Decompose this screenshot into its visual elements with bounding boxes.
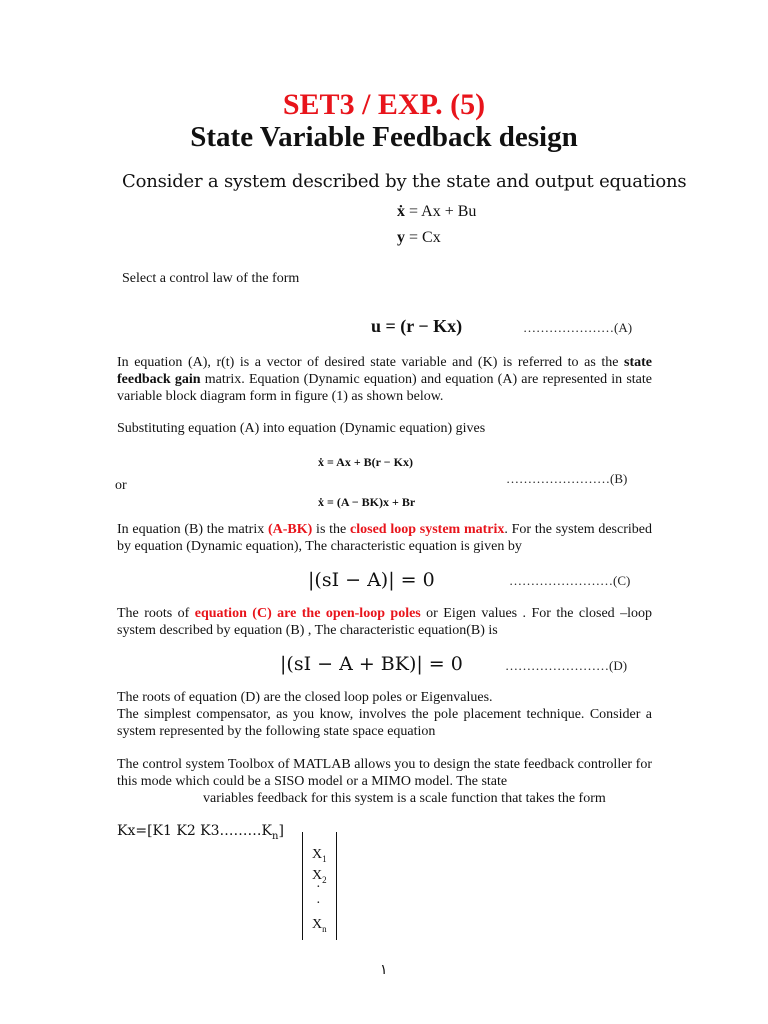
select-law-text: Select a control law of the form: [122, 271, 300, 286]
vector-dot-2: ·: [316, 896, 321, 911]
output-equation: [397, 229, 441, 247]
equation-b-line2: ẋ = (A − BK)x + Br: [318, 495, 416, 509]
paragraph-closed-loop-matrix: [117, 521, 652, 555]
para2-red-closed-loop: closed loop system matrix: [350, 522, 505, 537]
equation-c: |(sI − A)| = 0: [308, 569, 435, 591]
label-c: ……………………(C): [509, 573, 631, 588]
vector-xn-base: X: [312, 917, 323, 932]
intro-sentence: Consider a system described by the state and output equations: [122, 171, 687, 192]
equation-d: |(sI − A + BK)| = 0: [280, 653, 463, 675]
paragraph-closed-loop-poles: The roots of equation (D) are the closed loop poles or Eigenvalues.: [117, 690, 493, 705]
para1-text-b: matrix. Equation (Dynamic equation) and equation (A) are represented in state variable block diagram form in figure (1) as shown below.: [117, 372, 652, 404]
state-equation-lhs: ẋ: [397, 203, 405, 220]
paragraph-open-loop-poles: [117, 605, 652, 639]
para1-text-a: In equation (A), r(t) is a vector of desired state variable and (K) is referred to as the: [117, 355, 624, 370]
paragraph-matlab-toolbox: The control system Toolbox of MATLAB allows you to design the state feedback controller for this mode which could be a SISO model or a MIMO model. The state: [117, 757, 652, 789]
experiment-subtitle: SET3 / EXP. (5): [282, 88, 486, 121]
para3-text-b: or Eigen values . For the closed –loop system described by equation (B) , The characteristic equation(B) is: [117, 606, 652, 638]
state-equation-rhs: = Ax + Bu: [409, 203, 477, 220]
vector-xn: [312, 917, 327, 934]
kx-row-sub: n: [272, 830, 279, 842]
kx-row-text: Kx=[K1 K2 K3………K: [117, 823, 273, 839]
para2-red-matrix: (A-BK): [267, 522, 313, 537]
substituting-text: Substituting equation (A) into equation (Dynamic equation) gives: [117, 421, 486, 436]
vector-x2-base: X: [312, 868, 323, 883]
paragraph-pole-placement: The simplest compensator, as you know, involves the pole placement technique. Consider a system represented by the following state space equation: [117, 707, 652, 739]
state-equation: [397, 203, 476, 221]
equation-b-line1: ẋ = Ax + B(r − Kx): [318, 455, 413, 469]
paragraph-matlab-last-line: variables feedback for this system is a scale function that takes the form: [203, 791, 606, 806]
output-equation-rhs: = Cx: [409, 229, 441, 246]
vector-x1-base: X: [312, 847, 323, 862]
vector-x1-sub: 1: [322, 853, 327, 864]
vector-xn-sub: n: [322, 923, 327, 934]
vector-x2-sub: 2: [322, 874, 327, 885]
column-vector-right-bar: [336, 832, 337, 940]
para3-text-a: The roots of: [117, 606, 195, 621]
para1-bold: state feedback gain: [117, 355, 652, 387]
label-b: ……………………(B): [506, 471, 628, 486]
kx-row-vector: [117, 823, 284, 842]
para2-text-b: is the: [312, 522, 351, 537]
label-a: …………………(A): [523, 320, 633, 335]
paragraph-feedback-gain: [117, 354, 652, 405]
vector-x1: [312, 847, 327, 864]
label-d: ……………………(D): [505, 658, 628, 673]
vector-dot-1: ·: [316, 880, 321, 895]
column-vector-left-bar: [302, 832, 303, 940]
page-title: State Variable Feedback design: [190, 121, 578, 153]
para2-text-c: . For the system described by equation (Dynamic equation), The characteristic equation is given by: [117, 522, 652, 554]
kx-row-end: ]: [278, 823, 284, 839]
or-text: or: [115, 478, 127, 493]
output-equation-lhs: y: [397, 229, 405, 246]
para2-text-a: In equation (B) the matrix: [117, 522, 268, 537]
page-number: ١: [380, 962, 388, 978]
para3-red-open-loop: equation (C) are the open-loop poles: [194, 606, 421, 621]
control-law-equation: u = (r − Kx): [371, 316, 463, 336]
